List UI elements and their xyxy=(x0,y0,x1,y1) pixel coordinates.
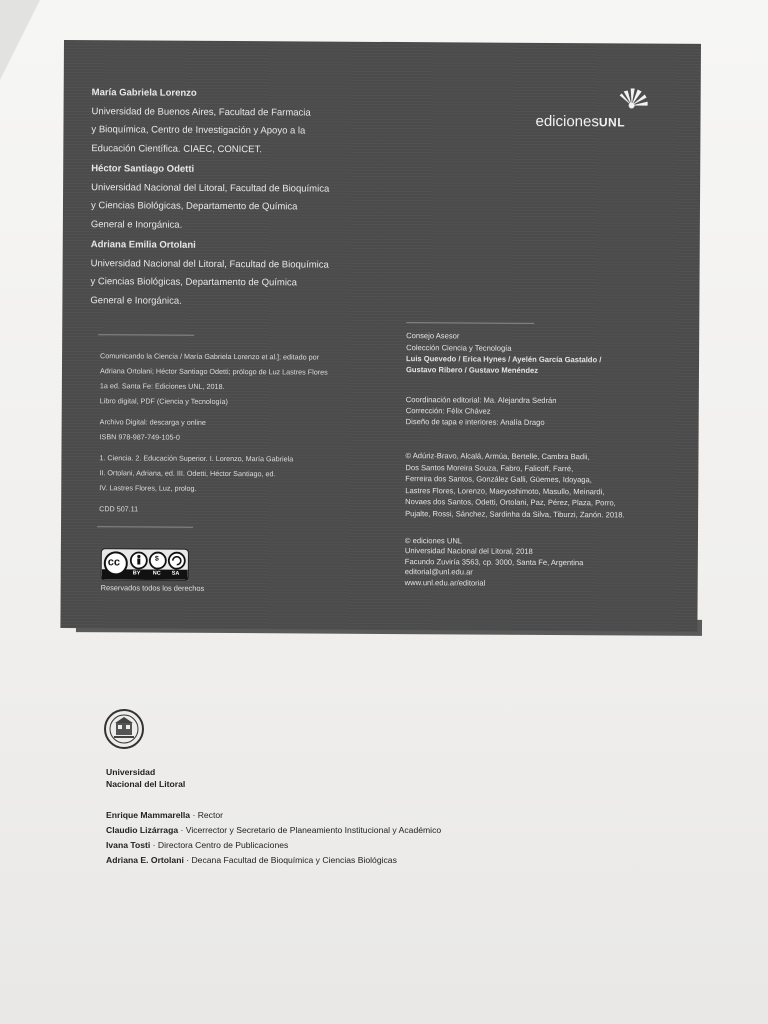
author-affiliation-line: y Ciencias Biológicas, Departamento de Química xyxy=(90,200,298,213)
divider xyxy=(406,322,534,324)
official-role: · Rector xyxy=(190,810,224,820)
imprint-block xyxy=(405,536,695,590)
official-name: Claudio Lizárraga xyxy=(106,825,179,835)
creative-commons-badge-icon xyxy=(101,548,189,581)
author-affiliation-line: Universidad de Buenos Aires, Facultad de Farmacia xyxy=(91,105,311,119)
advisory-members-line: Luis Quevedo / Erica Hynes / Ayelén García Gastaldo / xyxy=(406,354,602,365)
official-row xyxy=(106,810,223,820)
contributors-line: Pujalte, Rossi, Sánchez, Sardinha da Silva, Tiburzi, Zanón. 2018. xyxy=(405,509,625,520)
cip-line: Archivo Digital: descarga y online xyxy=(99,417,206,427)
university-name-line: Universidad xyxy=(106,767,156,777)
author-affiliation-line: General e Inorgánica. xyxy=(90,294,182,307)
contributors-line: Novaes dos Santos, Odetti, Ortolani, Paz, Pérez, Plaza, Porro, xyxy=(405,497,616,508)
official-role: · Decana Facultad de Bioquímica y Ciencias Biológicas xyxy=(183,855,397,865)
author-block-2 xyxy=(91,160,361,236)
author-affiliation-line: y Ciencias Biológicas, Departamento de Química xyxy=(90,276,298,289)
publisher-logo-text xyxy=(535,113,625,131)
university-name xyxy=(106,766,185,790)
official-role: · Vicerrector y Secretario de Planeamiento Institucional y Académico xyxy=(178,825,442,835)
cip-line: Libro digital, PDF (Ciencia y Tecnología) xyxy=(99,396,228,407)
official-row xyxy=(106,825,441,835)
author-affiliation-line: Universidad Nacional del Litoral, Facultad de Bioquímica xyxy=(90,257,329,271)
credits-block xyxy=(406,394,696,429)
divider xyxy=(97,526,193,528)
cip-line: Adriana Ortolani; Héctor Santiago Odetti; prólogo de Luz Lastres Flores xyxy=(99,366,328,377)
cip-line: 1a ed. Santa Fe: Ediciones UNL, 2018. xyxy=(99,381,225,391)
author-block-3 xyxy=(90,236,360,312)
cc-sa-label: SA xyxy=(171,570,180,577)
cc-nc-label: NC xyxy=(152,570,161,577)
colophon-panel xyxy=(60,40,701,632)
imprint-line: www.unl.edu.ar/editorial xyxy=(404,577,486,588)
cip-line: ISBN 978-987-749-105-0 xyxy=(99,432,180,442)
cip-line: 1. Ciencia. 2. Educación Superior. I. Lorenzo, María Gabriela xyxy=(99,453,294,464)
page-corner-shadow xyxy=(0,0,40,80)
cip-line: Comunicando la Ciencia / María Gabriela Lorenzo et al.]; editado por xyxy=(100,351,320,362)
official-name: Ivana Tosti xyxy=(106,840,151,850)
collection-name: Colección Ciencia y Tecnología xyxy=(406,343,512,353)
contributors-line: © Adúriz-Bravo, Alcalá, Armúa, Bertelle, Cambra Badii, xyxy=(405,451,590,462)
author-affiliation-line: y Bioquímica, Centro de Investigación y Apoyo a la xyxy=(91,124,306,137)
imprint-line: editorial@unl.edu.ar xyxy=(404,567,473,577)
credit-line: Coordinación editorial: Ma. Alejandra Sedrán xyxy=(405,395,557,406)
credit-line: Corrección: Félix Chávez xyxy=(405,406,491,416)
official-role: · Directora Centro de Publicaciones xyxy=(150,840,289,850)
logo-prefix: ediciones xyxy=(535,112,599,131)
official-name: Adriana E. Ortolani xyxy=(106,855,184,865)
author-name: Adriana Emilia Ortolani xyxy=(90,239,196,251)
official-name: Enrique Mammarella xyxy=(106,810,191,820)
cataloging-block xyxy=(99,348,370,518)
imprint-line: Facundo Zuviría 3563, cp. 3000, Santa Fe, Argentina xyxy=(404,556,584,567)
university-name-line: Nacional del Litoral xyxy=(106,779,186,789)
cc-by-label: BY xyxy=(132,570,141,577)
advisory-title: Consejo Asesor xyxy=(406,331,460,341)
cip-line: IV. Lastres Flores, Luz, prolog. xyxy=(99,483,197,493)
credit-line: Diseño de tapa e interiores: Analía Drago xyxy=(405,417,545,427)
contributors-line: Dos Santos Moreira Souza, Fabro, Falicoff, Farré, xyxy=(405,462,574,473)
official-row xyxy=(106,855,397,865)
imprint-line: © ediciones UNL xyxy=(404,536,463,546)
cip-line: II. Ortolani, Adriana, ed. III. Odetti, Héctor Santiago, ed. xyxy=(99,468,276,479)
cip-line: CDD 507.11 xyxy=(99,504,139,514)
contributors-line: Lastres Flores, Lorenzo, Maeyoshimoto, Masullo, Meinardi, xyxy=(405,485,605,497)
author-block-1 xyxy=(91,84,361,160)
author-affiliation-line: Universidad Nacional del Litoral, Facultad de Bioquímica xyxy=(91,181,330,195)
logo-suffix: UNL xyxy=(598,115,626,130)
divider xyxy=(98,334,194,336)
cc-label: cc xyxy=(107,556,121,569)
contributors-line: Ferreira dos Santos, González Galli, Güemes, Idoyaga, xyxy=(405,474,592,485)
nc-symbol-icon: $ xyxy=(154,555,159,563)
imprint-line: Universidad Nacional del Litoral, 2018 xyxy=(404,546,533,557)
rights-reserved: Reservados todos los derechos xyxy=(100,583,205,593)
author-affiliation-line: Educación Científica. CIAEC, CONICET. xyxy=(91,142,262,155)
official-row xyxy=(106,840,288,850)
university-seal-icon xyxy=(103,708,145,750)
author-name: Héctor Santiago Odetti xyxy=(91,163,195,175)
author-affiliation-line: General e Inorgánica. xyxy=(90,218,183,231)
author-name: María Gabriela Lorenzo xyxy=(91,87,197,99)
contributors-block xyxy=(405,450,695,521)
advisory-members-line: Gustavo Ribero / Gustavo Menéndez xyxy=(405,365,539,375)
advisory-block xyxy=(406,330,696,377)
